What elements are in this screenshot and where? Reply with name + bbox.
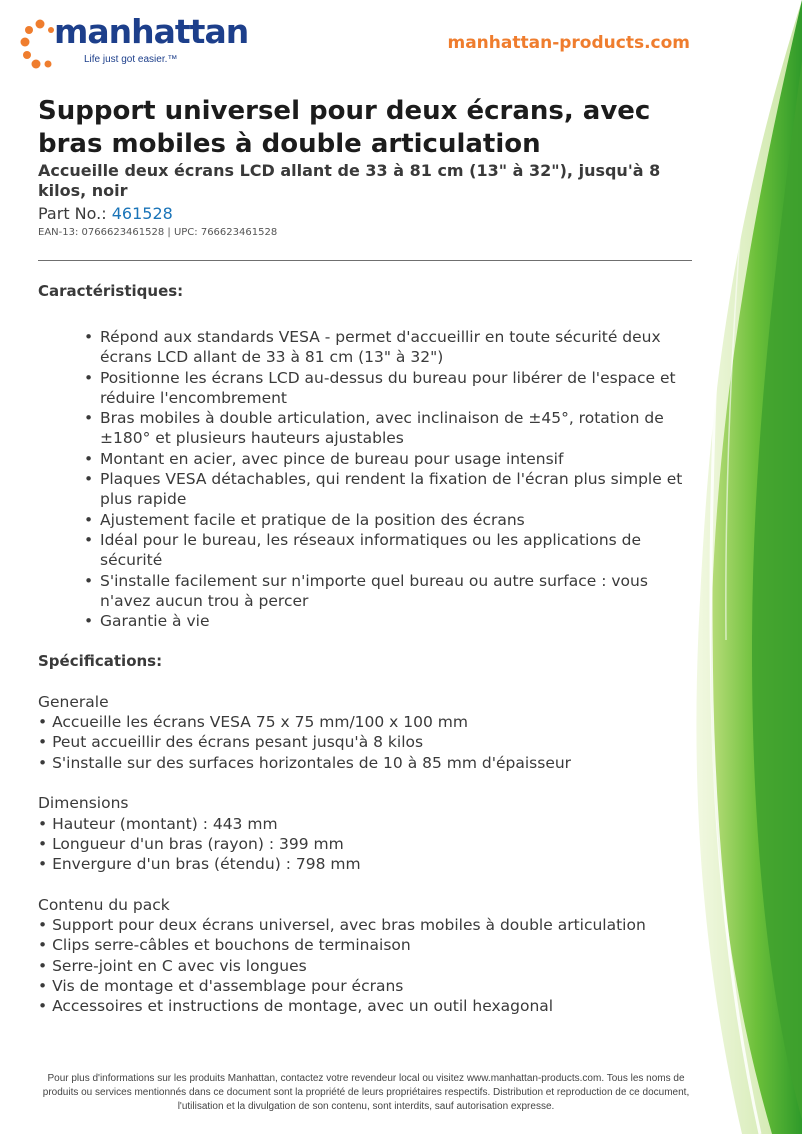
spec-line: • Hauteur (montant) : 443 mm [38, 814, 278, 833]
part-number-line [38, 203, 698, 224]
manhattan-logo [20, 12, 249, 72]
logo-wordmark: manhattan [54, 12, 249, 51]
datasheet-content [38, 95, 698, 1017]
spec-group-title: Dimensions [38, 794, 129, 813]
feature-text: S'installe facilement sur n'importe quel bureau ou autre surface : vous n'avez aucun trou à percer [100, 571, 648, 610]
spec-line: • Longueur d'un bras (rayon) : 399 mm [38, 834, 344, 853]
spec-line: • Accessoires et instructions de montage, avec un outil hexagonal [38, 997, 554, 1016]
spec-line: • Envergure d'un bras (étendu) : 798 mm [38, 855, 361, 874]
features-list [38, 327, 692, 631]
specs-heading: Spécifications: [38, 652, 163, 671]
feature-item [84, 368, 692, 409]
feature-item [84, 611, 692, 631]
bullet-icon: • [84, 612, 94, 631]
features-heading: Caractéristiques: [38, 282, 184, 300]
feature-text: Positionne les écrans LCD au-dessus du bureau pour libérer de l'espace et réduire l'encombrement [100, 368, 676, 407]
feature-text: Bras mobiles à double articulation, avec inclinaison de ±45°, rotation de ±180° et plusieurs hauteurs ajustables [100, 409, 664, 448]
spec-line: • S'installe sur des surfaces horizontales de 10 à 85 mm d'épaisseur [38, 753, 572, 772]
spec-line: • Serre-joint en C avec vis longues [38, 956, 307, 975]
bullet-icon: • [84, 449, 94, 468]
section-divider [38, 260, 692, 261]
spec-group-title: Contenu du pack [38, 895, 170, 914]
spec-group [38, 793, 698, 874]
bullet-icon: • [84, 530, 94, 549]
product-subtitle: Accueille deux écrans LCD allant de 33 à 81 cm (13" à 32"), jusqu'à 8 kilos, noir [38, 161, 661, 200]
feature-text: Idéal pour le bureau, les réseaux informatiques ou les applications de sécurité [100, 530, 642, 570]
bullet-icon: • [84, 368, 94, 387]
spec-line: • Peut accueillir des écrans pesant jusqu'à 8 kilos [38, 733, 424, 752]
bullet-icon: • [84, 470, 94, 489]
spec-group [38, 895, 698, 1017]
bullet-icon: • [84, 328, 94, 346]
specs-body [38, 692, 698, 1017]
feature-item [84, 469, 692, 510]
product-title: Support universel pour deux écrans, avec bras mobiles à double articulation [38, 96, 651, 159]
bullet-icon: • [84, 571, 94, 590]
spec-line: • Vis de montage et d'assemblage pour écrans [38, 976, 404, 995]
feature-item [84, 510, 692, 530]
part-number-label: Part No.: [38, 204, 107, 223]
feature-item [84, 449, 692, 469]
feature-item [84, 408, 692, 449]
website-link[interactable]: manhattan-products.com [447, 33, 690, 53]
logo-tagline: Life just got easier.™ [84, 54, 178, 65]
spec-line: • Accueille les écrans VESA 75 x 75 mm/100 x 100 mm [38, 713, 468, 732]
spec-line: • Clips serre-câbles et bouchons de terminaison [38, 936, 411, 955]
part-number-value[interactable]: 461528 [111, 204, 173, 223]
feature-text: Garantie à vie [100, 612, 210, 631]
spec-group [38, 692, 698, 773]
feature-item [84, 571, 692, 612]
feature-text: Répond aux standards VESA - permet d'accueillir en toute sécurité deux écrans LCD allant de 33 à 81 cm (13" à 32") [100, 328, 661, 367]
product-codes: EAN-13: 0766623461528 | UPC: 766623461528 [38, 227, 278, 238]
feature-item [84, 327, 692, 368]
feature-item [84, 530, 692, 571]
footer-disclaimer: Pour plus d'informations sur les produits Manhattan, contactez votre revendeur local ou visitez www.manhattan-products.com. Tous les noms de produits ou services mentionnés dans ce document sont la propriété de leurs propriétaires respectifs. Distribution et reproduction de ce document, l'utilisation et la divulgation de son contenu, sont interdits, sauf autorisation expresse. [42, 1073, 690, 1112]
bullet-icon: • [84, 409, 94, 428]
spec-line: • Support pour deux écrans universel, avec bras mobiles à double articulation [38, 916, 646, 935]
feature-text: Plaques VESA détachables, qui rendent la fixation de l'écran plus simple et plus rapide [100, 470, 683, 509]
bullet-icon: • [84, 510, 94, 529]
feature-text: Ajustement facile et pratique de la position des écrans [100, 510, 525, 529]
feature-text: Montant en acier, avec pince de bureau pour usage intensif [100, 449, 564, 468]
spec-group-title: Generale [38, 692, 109, 711]
